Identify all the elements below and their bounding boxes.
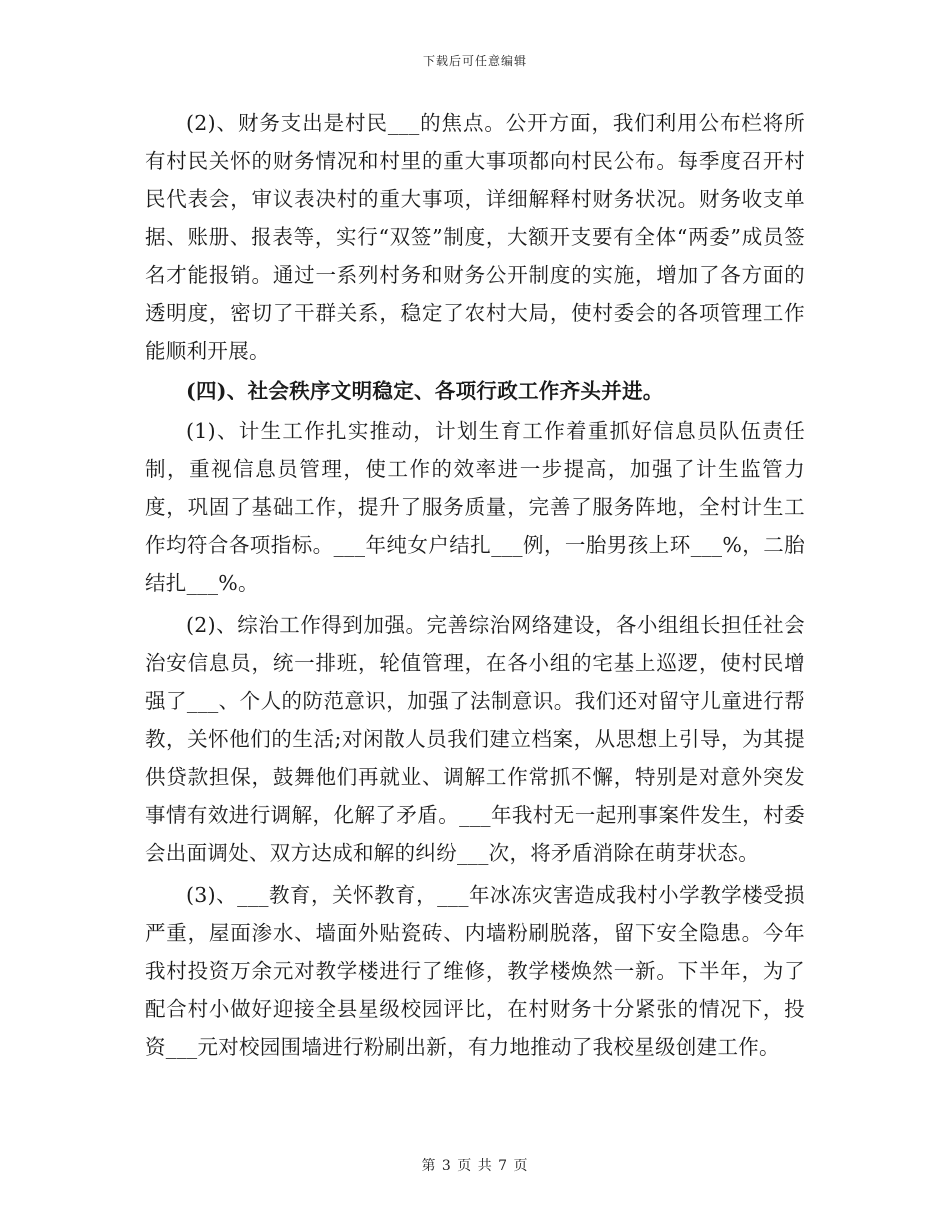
paragraph-finance-expenditure: (2)、财务支出是村民___的焦点。公开方面，我们利用公布栏将所有村民关怀的财务情况和村里的重大事项都向村民公布。每季度召开村民代表会，审议表决村的重大事项，详细解释村财务状况。财务收支单据、账册、报表等，实行“双签”制度，大额开支要有全体“两委”成员签名才能报销。通过一系列村务和财务公开制度的实施，增加了各方面的透明度，密切了干群关系，稳定了农村大局，使村委会的各项管理工作能顺利开展。 xyxy=(145,111,805,363)
paragraph-education: (3)、___教育，关怀教育，___年冰冻灾害造成我村小学教学楼受损严重，屋面渗水、墙面外贴瓷砖、内墙粉刷脱落，留下安全隐患。今年我村投资万余元对教学楼进行了维修，教学楼焕然一新。下半年，为了配合村小做好迎接全县星级校园评比，在村财务十分紧张的情况下，投资___元对校园围墙进行粉刷出新，有力地推动了我校星级创建工作。 xyxy=(145,883,805,1059)
paragraph-public-security: (2)、综治工作得到加强。完善综治网络建设，各小组组长担任社会治安信息员，统一排班，轮值管理，在各小组的宅基上巡逻，使村民增强了___、个人的防范意识，加强了法制意识。我们还对留守儿童进行帮教，关怀他们的生活;对闲散人员我们建立档案，从思想上引导，为其提供贷款担保，鼓舞他们再就业、调解工作常抓不懈，特别是对意外突发事情有效进行调解，化解了矛盾。___年我村无一起刑事案件发生，村委会出面调处、双方达成和解的纠纷___次，将矛盾消除在萌芽状态。 xyxy=(145,613,805,865)
paragraph-family-planning: (1)、计生工作扎实推动，计划生育工作着重抓好信息员队伍责任制，重视信息员管理，使工作的效率进一步提高，加强了计生监管力度，巩固了基础工作，提升了服务质量，完善了服务阵地，全村计生工作均符合各项指标。___年纯女户结扎___例，一胎男孩上环___%，二胎结扎___%。 xyxy=(145,419,805,595)
page-header: 下载后可任意编辑 xyxy=(422,54,527,68)
document-body xyxy=(145,104,805,1066)
page-footer: 第 3 页 共 7 页 xyxy=(421,1158,529,1174)
section-heading-social-order: (四)、社会秩序文明稳定、各项行政工作齐头并进。 xyxy=(186,379,664,403)
